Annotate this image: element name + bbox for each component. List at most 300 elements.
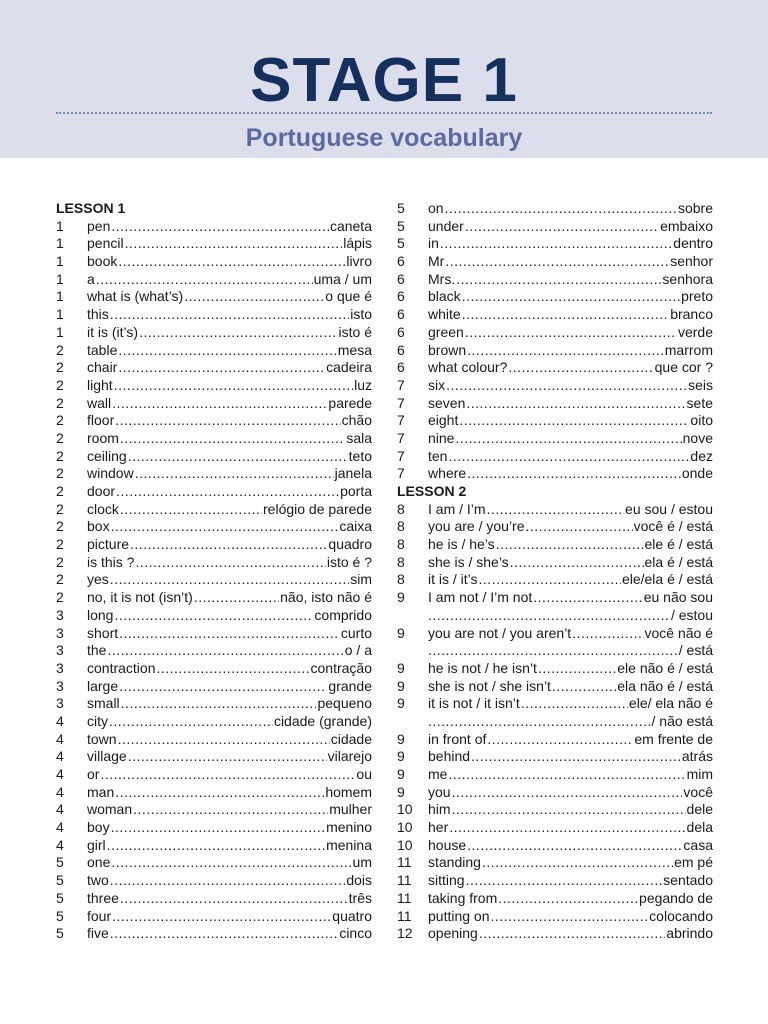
vocab-entry — [428, 925, 713, 943]
vocab-entry — [428, 200, 713, 218]
vocab-row — [397, 430, 713, 448]
english-term: opening — [428, 925, 478, 942]
lesson-number: 5 — [56, 925, 64, 942]
vocab-entry — [428, 377, 713, 395]
lesson-1-list — [56, 218, 372, 943]
vocab-entry — [87, 625, 372, 643]
vocab-row — [56, 607, 372, 625]
english-term: seven — [428, 394, 466, 411]
english-term: small — [87, 695, 120, 712]
dot-leader — [118, 731, 330, 749]
vocab-entry — [428, 784, 713, 802]
portuguese-term: casa — [683, 836, 713, 853]
vocab-row — [397, 695, 713, 713]
lesson-number: 9 — [397, 695, 405, 712]
vocab-entry — [87, 678, 372, 696]
english-term: city — [87, 712, 108, 729]
vocab-entry — [428, 766, 713, 784]
portuguese-term: dez — [690, 447, 713, 464]
vocab-row — [397, 625, 713, 643]
portuguese-term: sala — [346, 429, 372, 446]
portuguese-term: teto — [348, 447, 372, 464]
lesson-number: 2 — [56, 500, 64, 517]
dot-leader — [110, 925, 339, 943]
portuguese-term: onde — [681, 465, 713, 482]
lesson-number: 2 — [56, 536, 64, 553]
lesson-number: 6 — [397, 341, 405, 358]
english-term: house — [428, 836, 467, 853]
dot-leader — [552, 678, 616, 696]
dot-leader — [121, 695, 317, 713]
vocab-row — [397, 660, 713, 678]
portuguese-term: o que é — [325, 288, 372, 305]
vocab-entry — [87, 784, 372, 802]
vocab-entry — [428, 501, 713, 519]
lesson-number: 2 — [56, 429, 64, 446]
lesson-number: 11 — [397, 872, 412, 889]
dot-leader — [107, 642, 343, 660]
dot-leader — [448, 766, 685, 784]
vocab-row — [397, 306, 713, 324]
vocab-row — [56, 306, 372, 324]
vocab-row — [397, 801, 713, 819]
dot-leader — [526, 518, 633, 536]
english-term: town — [87, 730, 117, 747]
vocab-entry — [428, 890, 713, 908]
portuguese-term: ela é / está — [644, 553, 713, 570]
lesson-number: 6 — [397, 253, 405, 270]
vocab-entry — [87, 518, 372, 536]
lesson-number: 12 — [397, 925, 413, 942]
portuguese-term: sentado — [663, 872, 713, 889]
dot-leader — [194, 589, 279, 607]
dot-leader — [538, 660, 616, 678]
vocab-entry — [428, 465, 713, 483]
lesson-number: 2 — [56, 447, 64, 464]
lesson-number: 2 — [56, 341, 64, 358]
vocab-row — [397, 678, 713, 696]
english-term: you are / you’re — [428, 518, 525, 535]
vocab-row — [397, 501, 713, 519]
english-term: white — [428, 306, 461, 323]
dot-leader — [452, 784, 683, 802]
dot-leader — [487, 501, 624, 519]
lesson-number: 3 — [56, 677, 64, 694]
vocab-entry — [428, 695, 713, 713]
lesson-number: 1 — [56, 235, 64, 252]
dot-leader — [445, 253, 669, 271]
lesson-number: 4 — [56, 712, 64, 729]
dot-leader — [446, 377, 687, 395]
english-term: it is not / it isn’t — [428, 695, 520, 712]
english-term: brown — [428, 341, 467, 358]
vocab-entry — [87, 271, 372, 289]
vocab-row — [397, 288, 713, 306]
vocab-row — [56, 483, 372, 501]
dot-leader — [120, 890, 348, 908]
lesson-number: 5 — [56, 889, 64, 906]
dot-leader — [487, 731, 633, 749]
vocab-row — [56, 554, 372, 572]
english-term: her — [428, 819, 449, 836]
portuguese-term: cadeira — [326, 359, 372, 376]
lesson-number: 7 — [397, 376, 405, 393]
dot-leader — [139, 324, 337, 342]
portuguese-term: mesa — [337, 341, 372, 358]
portuguese-term: caixa — [339, 518, 372, 535]
portuguese-term: preto — [681, 288, 713, 305]
vocab-row — [56, 854, 372, 872]
lesson-number: 7 — [397, 394, 405, 411]
page-subtitle: Portuguese vocabulary — [245, 124, 523, 152]
vocab-row-continuation — [397, 607, 713, 625]
dot-leader — [521, 695, 628, 713]
dot-leader — [428, 607, 670, 625]
dot-leader — [110, 306, 349, 324]
dot-leader — [110, 872, 346, 890]
english-term: table — [87, 341, 118, 358]
dot-leader — [116, 483, 339, 501]
vocab-entry — [87, 536, 372, 554]
vocab-row — [397, 589, 713, 607]
portuguese-term: dela — [686, 819, 713, 836]
dot-leader — [135, 465, 334, 483]
portuguese-term: janela — [334, 465, 372, 482]
vocab-entry — [428, 678, 713, 696]
lesson-2-heading: LESSON 2 — [397, 483, 467, 499]
lesson-number: 5 — [56, 872, 64, 889]
dot-leader — [440, 235, 672, 253]
english-term: woman — [87, 801, 133, 818]
portuguese-term: em pé — [674, 854, 713, 871]
vocab-row — [56, 342, 372, 360]
english-term: girl — [87, 836, 106, 853]
vocab-row-continuation — [397, 713, 713, 731]
portuguese-term: menino — [326, 819, 372, 836]
english-term: ten — [428, 447, 448, 464]
vocab-entry — [87, 642, 372, 660]
vocab-row — [397, 448, 713, 466]
vocab-row — [56, 748, 372, 766]
vocab-entry — [87, 660, 372, 678]
lesson-number: 1 — [56, 288, 64, 305]
vocab-row — [56, 359, 372, 377]
english-term: in — [428, 235, 439, 252]
english-term: chair — [87, 359, 118, 376]
vocab-entry — [428, 271, 713, 289]
lesson-number: 7 — [397, 412, 405, 429]
vocab-entry — [428, 748, 713, 766]
vocab-entry — [87, 837, 372, 855]
vocab-entry — [428, 448, 713, 466]
vocab-entry — [87, 359, 372, 377]
english-term: book — [87, 253, 118, 270]
portuguese-term: branco — [670, 306, 713, 323]
dot-leader — [510, 554, 644, 572]
vocab-row — [56, 412, 372, 430]
vocab-entry — [428, 306, 713, 324]
vocab-entry — [87, 324, 372, 342]
vocab-entry — [428, 395, 713, 413]
dot-leader — [466, 395, 685, 413]
dot-leader — [133, 801, 328, 819]
dot-leader — [112, 908, 331, 926]
portuguese-term: ou — [356, 766, 372, 782]
vocab-row — [56, 501, 372, 519]
english-term: the — [87, 642, 107, 659]
dot-leader — [462, 306, 670, 324]
english-term: light — [87, 376, 113, 393]
vocab-entry — [87, 872, 372, 890]
portuguese-term: atrás — [681, 748, 713, 765]
portuguese-term: caneta — [329, 217, 372, 234]
lesson-number: 7 — [397, 447, 405, 464]
lesson-number: 4 — [56, 836, 64, 853]
portuguese-term: quadro — [328, 536, 372, 553]
vocab-entry — [428, 518, 713, 536]
lesson-number: 10 — [397, 801, 413, 818]
vocab-entry — [428, 288, 713, 306]
vocab-row — [56, 642, 372, 660]
portuguese-term: um — [352, 854, 372, 871]
vocab-row — [56, 908, 372, 926]
vocab-entry — [87, 925, 372, 943]
english-term: door — [87, 483, 116, 499]
vocab-row — [397, 235, 713, 253]
dot-leader — [112, 395, 327, 413]
dot-leader — [130, 536, 327, 554]
vocab-row — [397, 890, 713, 908]
vocab-row — [397, 837, 713, 855]
portuguese-term: nove — [682, 429, 713, 446]
portuguese-term: chão — [341, 412, 372, 429]
dot-leader — [156, 660, 309, 678]
lesson-number: 4 — [56, 783, 64, 800]
vocab-entry — [87, 801, 372, 819]
portuguese-term: mulher — [329, 801, 372, 818]
english-term: a — [87, 270, 95, 287]
english-term: putting on — [428, 907, 490, 924]
dot-leader — [428, 642, 678, 660]
lesson-number: 2 — [56, 589, 64, 606]
vocab-row — [397, 784, 713, 802]
portuguese-term: marrom — [664, 341, 713, 358]
english-term: Mr — [428, 253, 445, 270]
english-term: room — [87, 429, 119, 446]
english-term: what is (what’s) — [87, 288, 184, 305]
vocab-entry — [87, 890, 372, 908]
portuguese-term: dentro — [673, 235, 713, 252]
dot-leader — [120, 501, 262, 519]
lesson-number: 4 — [56, 748, 64, 765]
english-term: contraction — [87, 659, 156, 676]
lesson-number: 10 — [397, 836, 413, 853]
lesson-number: 8 — [397, 553, 405, 570]
vocab-entry — [428, 536, 713, 554]
dot-leader — [111, 218, 329, 236]
lesson-number: 6 — [397, 288, 405, 305]
portuguese-term: cinco — [339, 925, 372, 942]
vocab-row — [397, 465, 713, 483]
dot-leader — [115, 412, 340, 430]
dot-leader — [114, 607, 313, 625]
english-term: box — [87, 518, 110, 535]
dot-leader — [111, 518, 339, 536]
dot-leader — [128, 748, 327, 766]
lesson-number: 3 — [56, 642, 64, 659]
portuguese-term: ele/ela é / está — [621, 571, 713, 588]
vocab-row — [397, 359, 713, 377]
portuguese-term: não, isto não é — [280, 589, 372, 606]
vocab-entry — [87, 695, 372, 713]
dot-leader — [479, 571, 621, 589]
vocab-entry — [87, 589, 372, 607]
vocab-entry — [428, 819, 713, 837]
lesson-number: 6 — [397, 359, 405, 376]
portuguese-term: sete — [686, 394, 713, 411]
portuguese-term: parede — [328, 394, 372, 411]
english-term: he is not / he isn’t — [428, 659, 537, 676]
english-term: is this ? — [87, 553, 135, 570]
vocab-row — [56, 784, 372, 802]
portuguese-term: curto — [340, 624, 372, 641]
vocab-entry — [87, 501, 372, 519]
page-header — [0, 0, 768, 158]
dot-leader — [118, 253, 345, 271]
vocab-row — [397, 819, 713, 837]
portuguese-term: senhor — [670, 253, 713, 270]
vocab-entry — [87, 554, 372, 572]
portuguese-term: contração — [310, 659, 372, 676]
vocab-row — [397, 748, 713, 766]
english-term: taking from — [428, 889, 498, 906]
portuguese-term: oito — [690, 412, 713, 429]
dot-leader — [456, 271, 661, 289]
vocab-row — [56, 925, 372, 943]
english-term: in front of — [428, 730, 487, 747]
english-term: nine — [428, 429, 455, 446]
vocab-row — [56, 448, 372, 466]
vocab-row — [56, 589, 372, 607]
english-term: me — [428, 766, 448, 782]
english-term: behind — [428, 748, 471, 765]
portuguese-term: seis — [688, 376, 713, 393]
vocab-entry — [87, 819, 372, 837]
english-term: Mrs. — [428, 270, 456, 287]
vocab-row — [397, 518, 713, 536]
vocab-row — [397, 412, 713, 430]
portuguese-term: cidade (grande) — [273, 712, 372, 729]
lesson-number: 5 — [397, 235, 405, 252]
dot-leader — [455, 430, 681, 448]
lesson-number: 8 — [397, 518, 405, 535]
page-title: STAGE 1 — [250, 46, 518, 115]
lesson-number: 6 — [397, 270, 405, 287]
lesson-number: 9 — [397, 730, 405, 747]
dot-leader — [465, 324, 677, 342]
lesson-number: 3 — [56, 606, 64, 623]
vocab-entry — [428, 342, 713, 360]
english-term: under — [428, 217, 464, 234]
english-term: it is (it’s) — [87, 323, 139, 340]
english-term: pen — [87, 217, 111, 234]
vocab-entry — [428, 731, 713, 749]
portuguese-term: você é / está — [633, 518, 713, 535]
vocab-row — [56, 465, 372, 483]
dot-leader — [428, 713, 651, 731]
portuguese-term: pequeno — [317, 695, 372, 712]
dot-leader — [482, 854, 673, 872]
vocab-row — [56, 518, 372, 536]
vocab-row — [397, 271, 713, 289]
vocab-entry — [428, 412, 713, 430]
dot-leader — [125, 235, 343, 253]
portuguese-term: uma / um — [313, 270, 372, 287]
vocab-entry — [87, 430, 372, 448]
lesson-number: 2 — [56, 359, 64, 376]
lesson-number: 9 — [397, 783, 405, 800]
lesson-number: 5 — [397, 200, 405, 216]
vocab-entry — [87, 465, 372, 483]
vocab-row — [56, 890, 372, 908]
lesson-number: 8 — [397, 536, 405, 553]
portuguese-term: mim — [686, 766, 713, 782]
portuguese-term: verde — [677, 323, 713, 340]
portuguese-term: porta — [340, 483, 372, 499]
vocab-entry — [87, 908, 372, 926]
vocab-entry — [428, 837, 713, 855]
vocab-row — [397, 342, 713, 360]
vocab-entry — [428, 660, 713, 678]
vocab-row — [397, 377, 713, 395]
dot-leader — [110, 571, 349, 589]
english-term: pencil — [87, 235, 124, 252]
portuguese-term: colocando — [649, 907, 713, 924]
vocab-row — [397, 854, 713, 872]
vocab-row — [56, 324, 372, 342]
dot-leader — [114, 377, 353, 395]
english-term: green — [428, 323, 464, 340]
english-term: six — [428, 376, 446, 393]
dot-leader — [135, 554, 325, 572]
lesson-number: 11 — [397, 907, 412, 924]
vocab-row — [397, 324, 713, 342]
lesson-number: 2 — [56, 394, 64, 411]
english-term: you are not / you aren’t — [428, 624, 572, 641]
vocab-entry — [428, 625, 713, 643]
vocab-entry — [428, 854, 713, 872]
vocab-entry — [87, 235, 372, 253]
english-term: black — [428, 288, 461, 305]
portuguese-term: isto — [350, 306, 372, 323]
vocab-row — [397, 925, 713, 943]
dot-leader — [118, 359, 325, 377]
dot-leader — [448, 448, 689, 466]
portuguese-term: eu não sou — [643, 589, 713, 606]
portuguese-term: embaixo — [660, 217, 713, 234]
english-term: man — [87, 783, 115, 800]
vocab-entry — [87, 218, 372, 236]
portuguese-term-continued: / estou — [670, 606, 713, 623]
english-term: this — [87, 306, 109, 323]
dotted-divider — [56, 112, 712, 114]
dot-leader — [452, 801, 686, 819]
portuguese-term: lápis — [343, 235, 372, 252]
vocab-entry — [87, 306, 372, 324]
vocab-row — [397, 908, 713, 926]
vocab-row — [56, 801, 372, 819]
vocab-row — [56, 536, 372, 554]
